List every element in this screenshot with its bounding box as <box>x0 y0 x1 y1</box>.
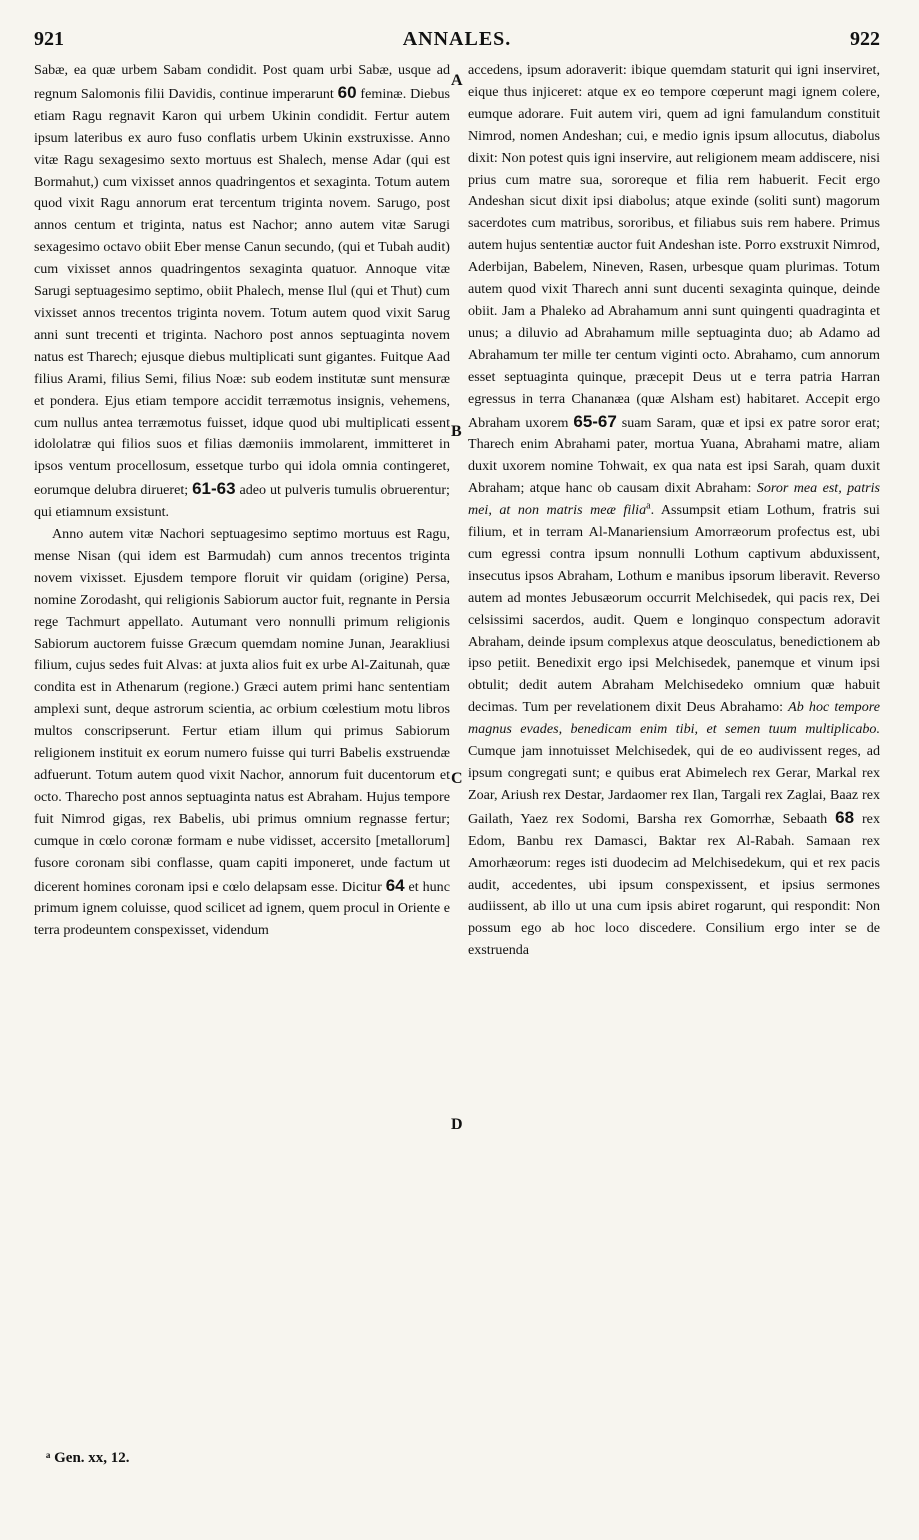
marginal-number-60: 60 <box>337 82 357 102</box>
text-run: . Assumpsit etiam Lothum, fratris sui filium, et in terram Al-Manariensium Amorræorum profectus est, ubi cum egressi contra ipsum nonnulli Lothum captivum abduxissent, insecutus ipsos Abraham, Lothum e manibus ipsorum liberavit. Reverso autem ad montes Jebusæorum occurrit Melchisedek, qui pacis rex, Dei celsissimi sacerdos, audit. Quem e longinquo conspectum adoravit Abraham, deinde ipsum complexus atque deosculatus, benedictionem ab ipso petiit. Benedixit ergo ipsi Melchisedek, panemque et vinum ipsi obtulit; dedit autem Abraham Melchisedeko omnium quæ habuit decimas. Tum per revelationem dixit Deus Abrahamo: <box>468 502 880 716</box>
italic-quote: Ab hoc tempore magnus evades, benedicam enim tibi, et semen tuum multiplicabo. <box>468 699 880 738</box>
italic-quote: Soror mea est, patris mei, at non matris meæ filia <box>468 480 881 519</box>
text-run: et hunc primum ignem coluisse, quod scilicet ad ignem, quem procul in Oriente e terra prodeuntem conspexisset, videndum <box>34 878 450 939</box>
paragraph-2 <box>34 524 450 942</box>
text-run: Cumque jam innotuisset Melchisedek, qui de eo audivissent reges, ad ipsum congregati sunt; e quibus erat Abimelech rex Gerar, Markal rex Zoar, Ariush rex Destar, Jardaomer rex Ilan, Targali rex Zaglai, Baaz rex Gailath, Yaez rex Sodomi, Barsha rex Gomorrhæ, Sebaath <box>468 743 880 827</box>
marginal-number-68: 68 <box>835 807 855 827</box>
section-mark-c: C <box>451 770 463 787</box>
section-mark-b: B <box>451 423 462 440</box>
text-run: feminæ. Diebus etiam Ragu regnavit Karon qui urbem Ukinin condidit. Fertur autem ipsum lateribus ex auro fuso conflatis urbem Ukinin exstruxisse. Anno vitæ Ragu sexagesimo sexto mortuus est Shalech, mense Adar (qui est Bormahut,) cum vixisset annos quadringentos et sexaginta. Totum autem quod vixit Ragu annorum erat tercentum triginta novem. Sarugo, post annos centum et triginta, natus est Nachor; anno autem vitæ Sarugi sexagesimo octavo obiit Eber mense Canun secundo, (qui et Tubah audit) cum vixisset annos quadringentos sexaginta quatuor. Annoque vitæ Sarugi septuagesimo septimo, obiit Phalech, mense Ilul (qui et Thut) cum vixisset annos trecentos triginta novem. Totum autem quod vixit Sarug anni sunt trecenti et triginta. Nachoro post annos septuaginta novem natus est Tharech; ejusque diebus multiplicati sunt gigantes. Fuitque Aad filius Arami, filius Semi, filius Noæ: sub eodem institutæ sunt mensuræ et pondera. Ejus etiam tempore accidit terræmotus insignis, vehemens, cum nullus antea terræmotus fuisset, idque quod ubi multiplicati essent idololatræ qui filios suos et filias dæmoniis immolarent, immitteret in ipsos ventum procellosum, essetque turbo qui idola omnia contingeret, eorumque delubra dirueret; <box>34 85 450 499</box>
footnote-reference: a <box>646 500 651 512</box>
text-run: rex Edom, Banbu rex Damasci, Baktar rex Al-Rabah. Samaan rex Amorhæorum: reges isti duodecim ad Melchisedekum, qui et rex pacis audit, accedentes, ubi ipsum conspexissent, et ipsius sermones audiissent, ab illo ut una cum ipsis abiret rogarunt, qui respondit: Non possum ego ab hoc loco discedere. Consilium ergo inter se de exstruenda <box>468 810 880 959</box>
section-mark-a: A <box>451 72 463 89</box>
left-column <box>34 60 450 942</box>
page-number-left: 921 <box>34 28 64 50</box>
section-mark-d: D <box>451 1116 463 1133</box>
text-run: adeo ut pulveris tumulis obruerentur; qui etiamnum exsistunt. <box>34 482 450 521</box>
marginal-number-65-67: 65-67 <box>573 411 617 431</box>
page-header <box>34 28 880 54</box>
footnote: ᵃ Gen. xx, 12. <box>46 1450 130 1466</box>
text-run: suam Saram, quæ et ipsi ex patre soror erat; Tharech enim Abrahami pater, mortua Yuana, Abrahami matre, aliam duxit uxorem nomine Tohwait, ex qua nata est ipsi Sarah, quam duxit Abraham; atque hanc ob causam dixit Abraham: <box>468 414 880 497</box>
text-run: Anno autem vitæ Nachori septuagesimo septimo mortuus est Ragu, mense Nisan (qui idem est Barmudah) cum annos trecentos triginta novem vixisset. Ejusdem tempore floruit vir quidam (origine) Persa, nomine Zorodasht, qui religionis Sabiorum auctor fuit, regnante in Persia rege Tachmurt appellato. Autumant vero nonnulli primum religionis Sabiorum auctorem fuisse Græcum quemdam nomine Junan, Jearakliusi filium, cujus sedes fuit Alvas: at juxta alios fuit ex urbe Al-Zaitunah, quæ condita est in Athenarum (regione.) Græci autem primi hanc sententiam amplexi sunt, deque astrorum scientia, ac orbium cœlestium motu libros multos conscripserunt. Fertur etiam illum qui primus Sabiorum religionem instituit ex eorum numero fuisse qui turri Babelis exstruendæ adfuerunt. Totum autem quod vixit Nachor, annorum fuit ducentorum et octo. Tharecho post annos septuaginta natus est Abraham. Hujus tempore fuit Nimrod gigas, rex Babelis, ubi primus omnium regnasse fertur; cumque in cœlo coronæ formam e nube vidisset, accersito [metallorum] fusore coronam sibi conflasse, quam capiti imponeret, unde factum ut dicerent homines coronam ipsi e cœlo delapsam esse. Dicitur <box>34 526 450 895</box>
paragraph-1 <box>34 60 450 524</box>
running-title: ANNALES. <box>402 28 512 50</box>
right-column <box>468 60 880 962</box>
page-number-right: 922 <box>850 28 880 50</box>
text-run: Sabæ, ea quæ urbem Sabam condidit. Post quam urbi Sabæ, usque ad regnum Salomonis filii Davidis, continue imperarunt <box>34 62 450 102</box>
marginal-number-61-63: 61-63 <box>192 479 236 499</box>
text-run: accedens, ipsum adoraverit: ibique quemdam staturit qui igni inserviret, eique thus injiceret: atque ex eo tempore cœperunt magi ignem colere, eumque adorare. Fuit autem viri, quem ad igni famulandum constituit Nimrod, nomen Andeshan; cui, e medio ignis ipsum allocutus, diabolus dixit: Non potest quis igni inservire, aut religionem meam addiscere, nisi prius cum matre sua, sororeque et filia rem habuerit. Fecit ergo Andeshan sicut dixit ipsi diabolus; atque exinde (soliti sunt) magorum sacerdotes cum matribus, sororibus, et filiabus suis rem habere. Primus autem hujus sententiæ auctor fuit Andeshan iste. Porro exstruxit Nimrod, Aderbijan, Babelem, Nineven, Rasen, urbesque quam plurimas. Totum autem quod vixit Tharech anni sunt ducenti sexaginta quinque, deinde obiit. Jam a Phaleko ad Abrahamum anni sunt quingenti quadraginta et unus; a diluvio ad Abrahamum mille septuaginta duo; ab Adamo ad Abrahamum ter mille ter centum viginti octo. Abrahamo, cum annorum esset septuaginta quinque, præcepit Deus ut e terra patria Harran egressus in terra Chananæa (quæ Alsham est) habitaret. Accepit ergo Abraham uxorem <box>468 62 880 431</box>
marginal-number-64: 64 <box>385 875 405 895</box>
paragraph-3 <box>468 60 880 962</box>
